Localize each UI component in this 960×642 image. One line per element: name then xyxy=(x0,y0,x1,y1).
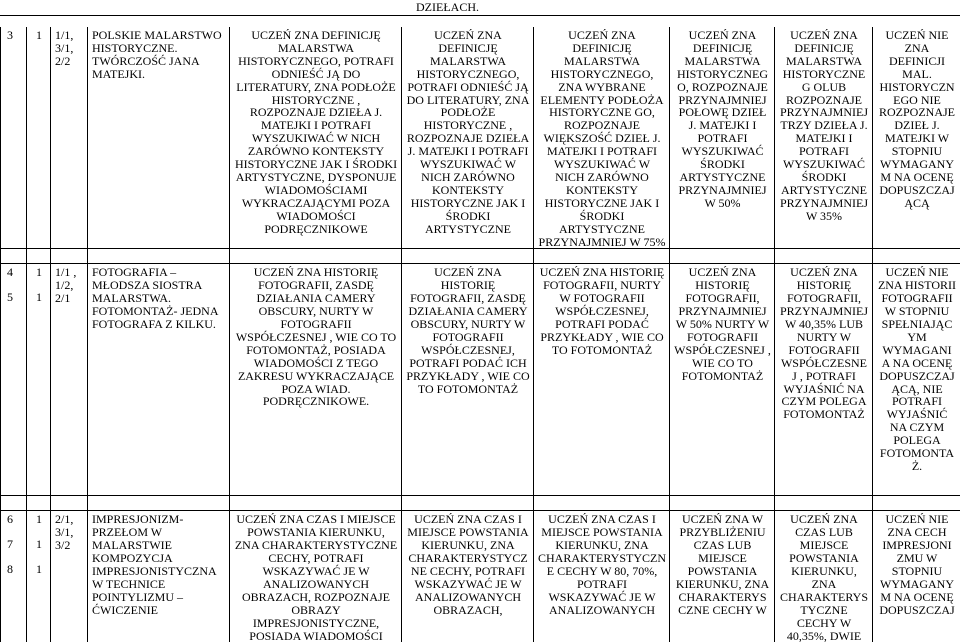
grade-good-cell: UCZEŃ ZNA HISTORIĘ FOTOGRAFII, NURTY W FOTOGRAFII WSPÓŁCZESNEJ, POTRAFI PODAĆ PRZYKŁADY , WIE CO TO FOTOMONTAŻ xyxy=(534,264,670,496)
topic-cell: POLSKIE MALARSTWO HISTORYCZNE. TWÓRCZOŚĆ JANA MATEJKI. xyxy=(88,27,230,249)
grade-sufficient-cell: UCZEŃ ZNA DEFINICJĘ MALARSTWA HISTORYCZNEGO, ROZPOZNAJE PRZYNAJMNIEJ POŁOWĘ DZIEŁ J. MATEJKI I POTRAFI WYSZUKIWAĆ ŚRODKI ARTYSTYCZNE PRZYNAJMNIEJ W 50% xyxy=(670,27,775,249)
standards-cell: 1/1, 3/1, 2/2 xyxy=(51,27,88,249)
lesson-number: 3 xyxy=(1,27,27,249)
grade-good-cell: UCZEŃ ZNA DEFINICJĘ MALARSTWA HISTORYCZNEGO, ZNA WYBRANE ELEMENTY PODŁOŻA HISTORYCZNE GO, ROZPOZNAJE WIĘKSZOŚĆ DZIEŁ J. MATEJKI I POTRAFI WYSZUKIWAĆ W NICH ZARÓWNO KONTEKSTY HISTORYCZNE JAK I ŚRODKI ARTYSTYCZNE PRZYNAJMNIEJ W 75% xyxy=(534,27,670,249)
grade-acceptable-cell: UCZEŃ ZNA DEFINICJĘ MALARSTWA HISTORYCZNEG OLUB ROZPOZNAJE PRZYNAJMNIEJ TRZY DZIEŁA J. MATEJKI I POTRAFI WYSZUKIWAĆ ŚRODKI ARTYSTYCZNE PRZYNAJMNIEJ W 35% xyxy=(775,27,873,249)
lesson-number-part: 5 xyxy=(7,291,23,304)
grade-acceptable-cell: UCZEŃ ZNA CZAS LUB MIEJSCE POWSTANIA KIERUNKU, ZNA CHARAKTERYS TYCZNE CECHY W 40,35%, DWIE xyxy=(775,511,873,642)
requirements-basic-cell: UCZEŃ ZNA HISTORIĘ FOTOGRAFII, ZASDĘ DZIAŁANIA CAMERY OBSCURY, NURTY W FOTOGRAFII WSPÓŁCZESNEJ , WIE CO TO FOTOMONTAŻ, POSIADA WIADOMOŚCI Z TEGO ZAKRESU WYKRACZAJĄCE POZA WIAD. PODRĘCZNIKOWE. xyxy=(230,264,402,496)
requirements-extended-cell: UCZEŃ ZNA DEFINICJĘ MALARSTWA HISTORYCZNEGO, POTRAFI ODNIEŚĆ JĄ DO LITERATURY, ZNA PODŁOŻE HISTORYCZNE , ROZPOZNAJE DZIEŁA J. MATEJKI I POTRAFI WYSZUKIWAĆ W NICH ZARÓWNO KONTEKSTY HISTORYCZNE JAK I ŚRODKI ARTYSTYCZNE xyxy=(402,27,534,249)
hours-count: 1 xyxy=(27,27,51,249)
row-separator xyxy=(1,496,960,511)
grade-fail-cell: UCZEŃ NIE ZNA DEFINICJI MAL. HISTORYCZN EGO NIE ROZPOZNAJE DZIEŁ J. MATEJKI W STOPNIU WYMAGANY M NA OCENĘ DOPUSZCZAJ ĄCĄ xyxy=(873,27,960,249)
hours-count xyxy=(27,264,51,496)
hours-part: 1 xyxy=(31,513,47,526)
requirements-basic-cell: UCZEŃ ZNA DEFINICJĘ MALARSTWA HISTORYCZNEGO, POTRAFI ODNIEŚĆ JĄ DO LITERATURY, ZNA PODŁOŻE HISTORYCZNE , ROZPOZNAJE DZIEŁA J. MATEJKI I POTRAFI WYSZUKIWAĆ W NICH ZARÓWNO KONTEKSTY HISTORYCZNE JAK I ŚRODKI ARTYSTYCZNE, DYSPONUJE WIADOMOŚCIAMI WYKRACZAJĄCYMI POZA WIADOMOŚCI PODRĘCZNIKOWE xyxy=(230,27,402,249)
hours-part: 1 xyxy=(31,291,47,304)
row-separator xyxy=(1,249,960,264)
grading-criteria-table xyxy=(0,27,960,642)
lesson-number xyxy=(1,264,27,496)
lesson-number-part: 7 xyxy=(7,538,23,551)
grade-fail-cell: UCZEŃ NIE ZNA CECH IMPRESJONI ZMU W STOPNIU WYMAGANY M NA OCENĘ DOPUSZCZAJ xyxy=(873,511,960,642)
hours-part: 1 xyxy=(31,266,47,279)
hours-part: 1 xyxy=(31,538,47,551)
grade-fail-cell: UCZEŃ NIE ZNA HISTORII FOTOGRAFII W STOPNIU SPEŁNIAJĄC YM WYMAGANI A NA OCENĘ DOPUSZCZAJ ĄCĄ, NIE POTRAFI WYJAŚNIĆ NA CZYM POLEGA FOTOMONTA Ż. xyxy=(873,264,960,496)
table-row xyxy=(1,27,960,249)
standards-cell: 1/1 , 1/2, 2/1 xyxy=(51,264,88,496)
hours-count xyxy=(27,511,51,642)
grade-good-cell: UCZEŃ ZNA CZAS I MIEJSCE POWSTANIA KIERUNKU, ZNA CHARAKTERYSTYCZN E CECHY W 80, 70%, POTRAFI WSKAZYWAĆ JE W ANALIZOWANYCH xyxy=(534,511,670,642)
table-row xyxy=(1,264,960,496)
lesson-number-part: 6 xyxy=(7,513,23,526)
grade-sufficient-cell: UCZEŃ ZNA HISTORIĘ FOTOGRAFII, PRZYNAJMNIEJ W 50% NURTY W FOTOGRAFII WSPÓŁCZESNEJ , WIE CO TO FOTOMONTAŻ xyxy=(670,264,775,496)
table-row xyxy=(1,511,960,642)
previous-page-caption: DZIEŁACH. xyxy=(416,0,516,14)
topic-cell: IMPRESJONIZM- PRZEŁOM W MALARSTWIE KOMPOZYCJA IMPRESJONISTYCZNA W TECHNICE POINTYLIZMU – ĆWICZENIE xyxy=(88,511,230,642)
requirements-extended-cell: UCZEŃ ZNA CZAS I MIEJSCE POWSTANIA KIERUNKU, ZNA CHARAKTERYSTYCZ NE CECHY, POTRAFI WSKAZYWAĆ JE W ANALIZOWANYCH OBRAZACH, xyxy=(402,511,534,642)
standards-cell: 2/1, 3/1, 3/2 xyxy=(51,511,88,642)
lesson-number xyxy=(1,511,27,642)
requirements-extended-cell: UCZEŃ ZNA HISTORIĘ FOTOGRAFII, ZASDĘ DZIAŁANIA CAMERY OBSCURY, NURTY W FOTOGRAFII WSPÓŁCZESNEJ, POTRAFI PODAĆ ICH PRZYKŁADY , WIE CO TO FOTOMONTAŻ xyxy=(402,264,534,496)
grade-sufficient-cell: UCZEŃ ZNA W PRZYBLIŻENIU CZAS LUB MIEJSCE POWSTANIA KIERUNKU, ZNA CHARAKTERYS CZNE CECHY W xyxy=(670,511,775,642)
hours-part: 1 xyxy=(31,563,47,576)
grade-acceptable-cell: UCZEŃ ZNA HISTORIĘ FOTOGRAFII, PRZYNAJMNIEJ W 40,35% LUB NURTY W FOTOGRAFII WSPÓŁCZESNEJ , POTRAFI WYJAŚNIĆ NA CZYM POLEGA FOTOMONTAŻ xyxy=(775,264,873,496)
topic-cell: FOTOGRAFIA – MŁODSZA SIOSTRA MALARSTWA. FOTOMONTAŻ- JEDNA FOTOGRAFA Z KILKU. xyxy=(88,264,230,496)
table-top-rule xyxy=(0,15,960,16)
lesson-number-part: 4 xyxy=(7,266,23,279)
lesson-number-part: 8 xyxy=(7,563,23,576)
requirements-basic-cell: UCZEŃ ZNA CZAS I MIEJSCE POWSTANIA KIERUNKU, ZNA CHARAKTERYSTYCZNE CECHY, POTRAFI WSKAZYWAĆ JE W ANALIZOWANYCH OBRAZACH, ROZPOZNAJE OBRAZY IMPRESJONISTYCZNE, POSIADA WIADOMOŚCI xyxy=(230,511,402,642)
